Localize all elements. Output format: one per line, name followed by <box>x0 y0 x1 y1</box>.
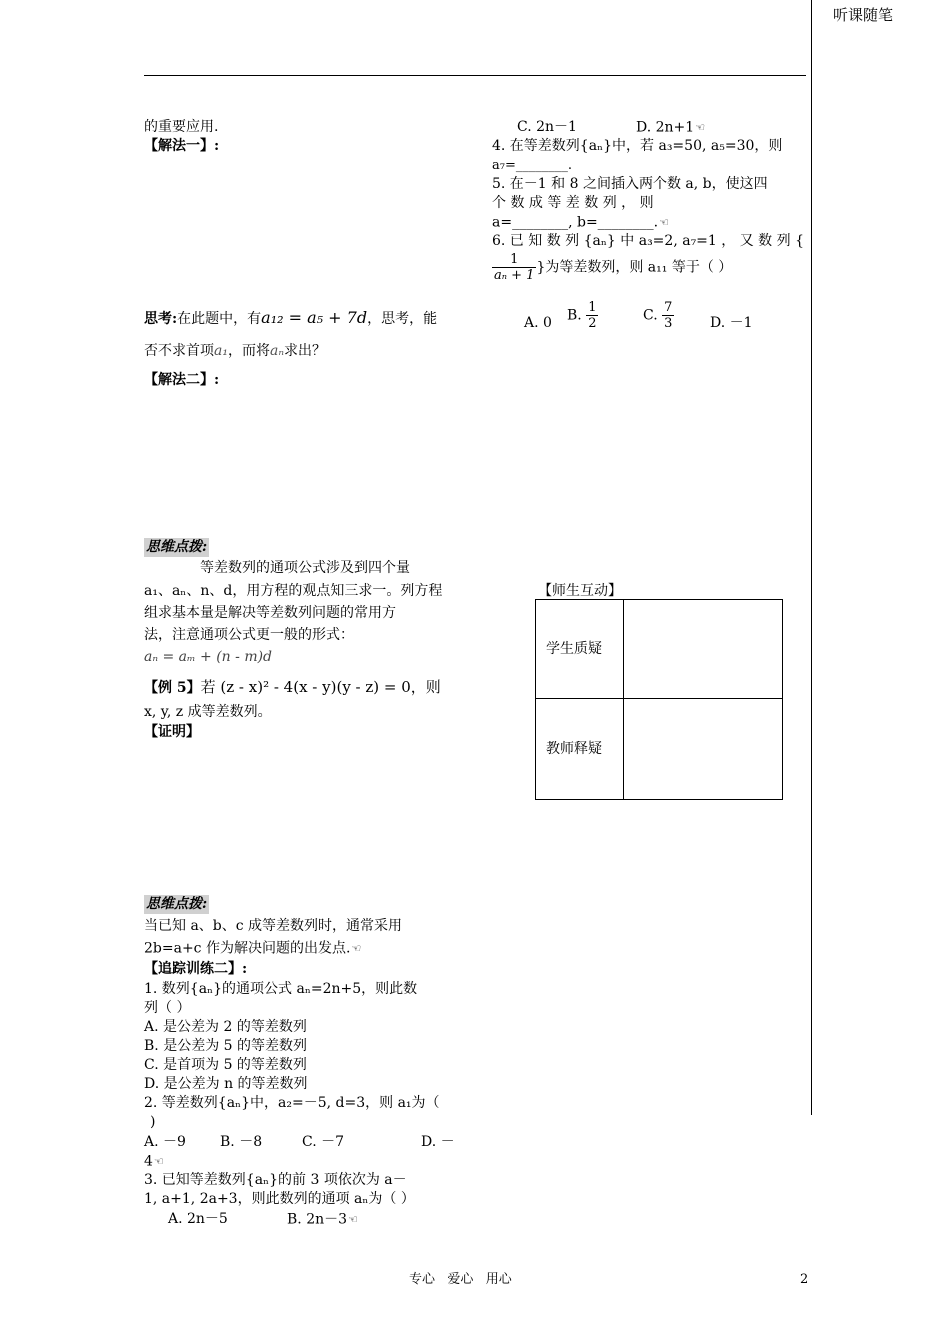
tip2-label: 思维点拨: <box>146 896 208 912</box>
think-line2-c: 求出？ <box>284 343 326 359</box>
q3-line-2: 1, a+1, 2a+3，则此数列的通项 aₙ为（ ） <box>144 1191 415 1207</box>
teacher-answer-cell[interactable] <box>624 699 782 799</box>
margin-divider <box>811 0 812 1115</box>
table-row-teacher-answer: 教师释疑 <box>546 741 602 757</box>
q4-line-2: a₇=________. <box>492 158 572 173</box>
general-term-formula: aₙ = aₘ + (n - m)d <box>144 649 273 665</box>
q3-option-a: A. 2n－5 <box>168 1211 228 1227</box>
q2-line: 2. 等差数列{aₙ}中，a₂=－5, d=3，则 a₁为（ <box>144 1095 440 1111</box>
method1-heading: 【解法一】: <box>144 138 220 154</box>
q3-line-1: 3. 已知等差数列{aₙ}的前 3 项依次为 a－ <box>144 1172 407 1188</box>
q6-option-a: A. 0 <box>524 315 552 331</box>
tip1-line-3: 组求基本量是解决等差数列问题的常用方 <box>144 605 396 621</box>
q6-option-c-den: 3 <box>664 316 673 331</box>
think-line2-a: 否不求首项 <box>144 343 214 359</box>
q2-line-2: ) <box>150 1114 156 1130</box>
q3-option-b-line <box>287 1210 358 1230</box>
q5-line-3 <box>492 213 669 233</box>
interaction-title: 【师生互动】 <box>538 583 622 599</box>
q6-fraction-num: 1 <box>492 252 536 268</box>
q2-tail-text: 4 <box>144 1153 153 1170</box>
think-line-1 <box>144 308 437 329</box>
q2-option-c: C. －7 <box>302 1134 345 1150</box>
q3-option-d-line <box>636 118 705 138</box>
q3-option-d: D. 2n+1 <box>636 119 695 136</box>
table-row-student-question: 学生质疑 <box>546 641 602 657</box>
q6-option-b <box>567 300 598 331</box>
q6-option-b-frac <box>586 300 598 331</box>
q4-line-1: 4. 在等差数列{aₙ}中，若 a₃=50, a₅=30，则 <box>492 138 783 154</box>
tip1-line-2: a₁、aₙ、n、d，用方程的观点知三求一。列方程 <box>144 583 443 599</box>
q6-line-1: 6. 已 知 数 列 {aₙ} 中 a₃=2, a₇=1 ， 又 数 列 { <box>492 233 804 249</box>
q3-option-c: C. 2n－1 <box>517 119 577 135</box>
q6-option-b-label: B. <box>567 307 582 324</box>
q6-fraction-den: aₙ + 1 <box>494 268 535 283</box>
q6-line-2-text: }为等差数列，则 a₁₁ 等于（ ） <box>536 259 733 276</box>
q6-fraction <box>492 252 536 283</box>
q6-option-d: D. －1 <box>710 315 753 331</box>
student-question-cell[interactable] <box>624 600 782 698</box>
hand-pointer-icon: ☜ <box>695 121 706 134</box>
page-number: 2 <box>800 1272 809 1287</box>
hand-pointer-icon: ☜ <box>351 942 362 955</box>
q5-line-2: 个 数 成 等 差 数 列 ， 则 <box>492 195 654 211</box>
q1-option-c: C. 是首项为 5 的等差数列 <box>144 1057 307 1073</box>
think-sym-an: aₙ <box>269 343 284 359</box>
tip1-line-1: 等差数列的通项公式涉及到四个量 <box>200 560 410 576</box>
q6-line-2 <box>492 252 732 283</box>
example5-text: 若 (z - x)² - 4(x - y)(y - z) = 0，则 <box>200 678 441 696</box>
q6-option-c <box>643 300 674 331</box>
think-text-b: ，思考，能 <box>367 311 438 327</box>
think-text-a: 在此题中，有 <box>177 311 262 327</box>
hand-pointer-icon: ☜ <box>348 1213 358 1226</box>
tip2-line-2-text: 2b=a+c 作为解决问题的出发点. <box>144 940 351 957</box>
q5-line-1: 5. 在－1 和 8 之间插入两个数 a, b，使这四 <box>492 176 768 192</box>
header-rule <box>144 75 806 76</box>
q2-option-b: B. －8 <box>220 1134 263 1150</box>
think-line-2 <box>144 342 326 361</box>
tip1-label: 思维点拨: <box>146 539 208 555</box>
q6-option-b-num: 1 <box>588 300 597 315</box>
interaction-table <box>535 599 783 800</box>
q1-option-b: B. 是公差为 5 的等差数列 <box>144 1038 307 1054</box>
think-line2-b: ，而将 <box>227 343 270 359</box>
q6-option-c-num: 7 <box>664 300 673 315</box>
method2-heading: 【解法二】: <box>144 372 220 388</box>
example5-line <box>144 678 441 698</box>
example5-line-2: x, y, z 成等差数列。 <box>144 704 272 720</box>
footer-center: 专心 爱心 用心 <box>409 1272 512 1287</box>
q6-option-b-den: 2 <box>588 316 597 331</box>
q6-option-c-label: C. <box>643 307 658 324</box>
hand-pointer-icon: ☜ <box>153 1155 164 1168</box>
q2-tail <box>144 1152 164 1172</box>
tip2-line-1: 当已知 a、b、c 成等差数列时，通常采用 <box>144 918 403 934</box>
hand-pointer-icon: ☜ <box>659 216 669 229</box>
q2-option-a: A. －9 <box>144 1134 186 1150</box>
example5-label: 【例 5】 <box>144 680 201 696</box>
intro-text: 的重要应用. <box>144 119 219 135</box>
q5-line-3-text: a=________, b=________. <box>492 214 659 231</box>
tip2-line-2 <box>144 939 361 959</box>
q1-option-d: D. 是公差为 n 的等差数列 <box>144 1076 308 1092</box>
q1-line-1: 1. 数列{aₙ}的通项公式 aₙ=2n+5，则此数 <box>144 981 418 997</box>
proof-heading: 【证明】 <box>144 724 200 740</box>
tip1-line-4: 法，注意通项公式更一般的形式： <box>144 627 354 643</box>
think-label: 思考: <box>144 311 178 327</box>
think-sym-a1: a₁ <box>214 343 228 359</box>
q3-option-b: B. 2n－3 <box>287 1211 348 1228</box>
think-formula: a₁₂ = a₅ + 7d <box>261 308 368 327</box>
q2-option-d: D. － <box>421 1134 455 1150</box>
q1-option-a: A. 是公差为 2 的等差数列 <box>144 1019 307 1035</box>
q6-option-c-frac <box>662 300 674 331</box>
track-title: 【追踪训练二】: <box>144 961 248 977</box>
q1-line-2: 列（ ） <box>144 1000 191 1016</box>
margin-note: 听课随笔 <box>833 6 894 24</box>
